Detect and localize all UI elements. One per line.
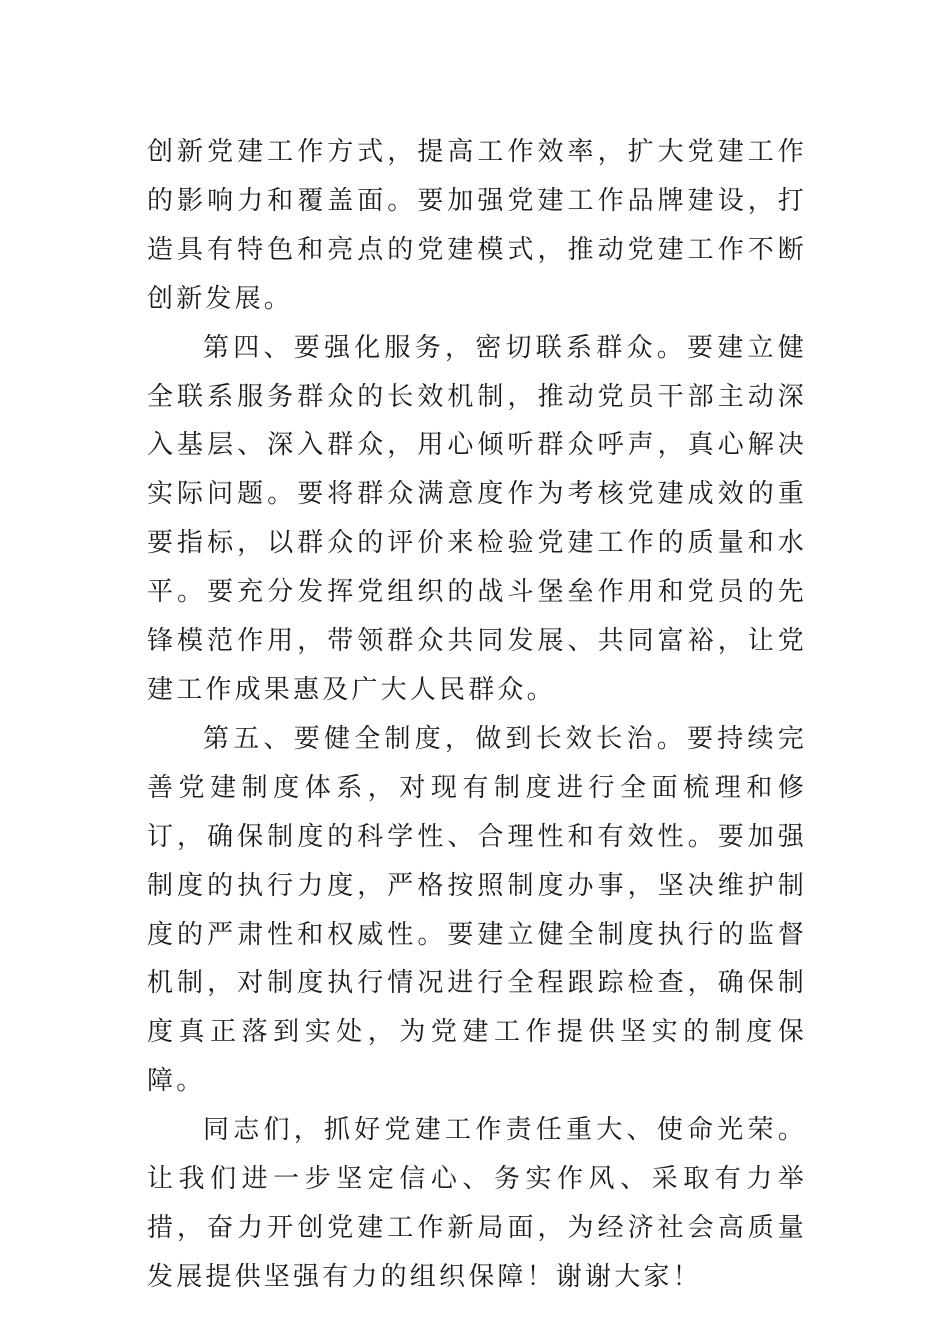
paragraph-fifth-point: 第五、要健全制度，做到长效长治。要持续完善党建制度体系，对现有制度进行全面梳理和修订，确保制度的科学性、合理性和有效性。要加强制度的执行力度，严格按照制度办事，坚决维护制度的严肃性和权威性。要建立健全制度执行的监督机制，对制度执行情况进行全程跟踪检查，确保制度真正落到实处，为党建工作提供坚实的制度保障。 — [147, 723, 807, 1097]
paragraph-continuation: 创新党建工作方式，提高工作效率，扩大党建工作的影响力和覆盖面。要加强党建工作品牌建设，打造具有特色和亮点的党建模式，推动党建工作不断创新发展。 — [147, 137, 807, 314]
paragraph-fourth-point: 第四、要强化服务，密切联系群众。要建立健全联系服务群众的长效机制，推动党员干部主动深入基层、深入群众，用心倾听群众呼声，真心解决实际问题。要将群众满意度作为考核党建成效的重要指标，以群众的评价来检验党建工作的质量和水平。要充分发挥党组织的战斗堡垒作用和党员的先锋模范作用，带领群众共同发展、共同富裕，让党建工作成果惠及广大人民群众。 — [147, 332, 807, 705]
document-body — [147, 128, 807, 1302]
paragraph-closing: 同志们，抓好党建工作责任重大、使命光荣。让我们进一步坚定信心、务实作风、采取有力举措，奋力开创党建工作新局面，为经济社会高质量发展提供坚强有力的组织保障！谢谢大家！ — [147, 1115, 807, 1292]
